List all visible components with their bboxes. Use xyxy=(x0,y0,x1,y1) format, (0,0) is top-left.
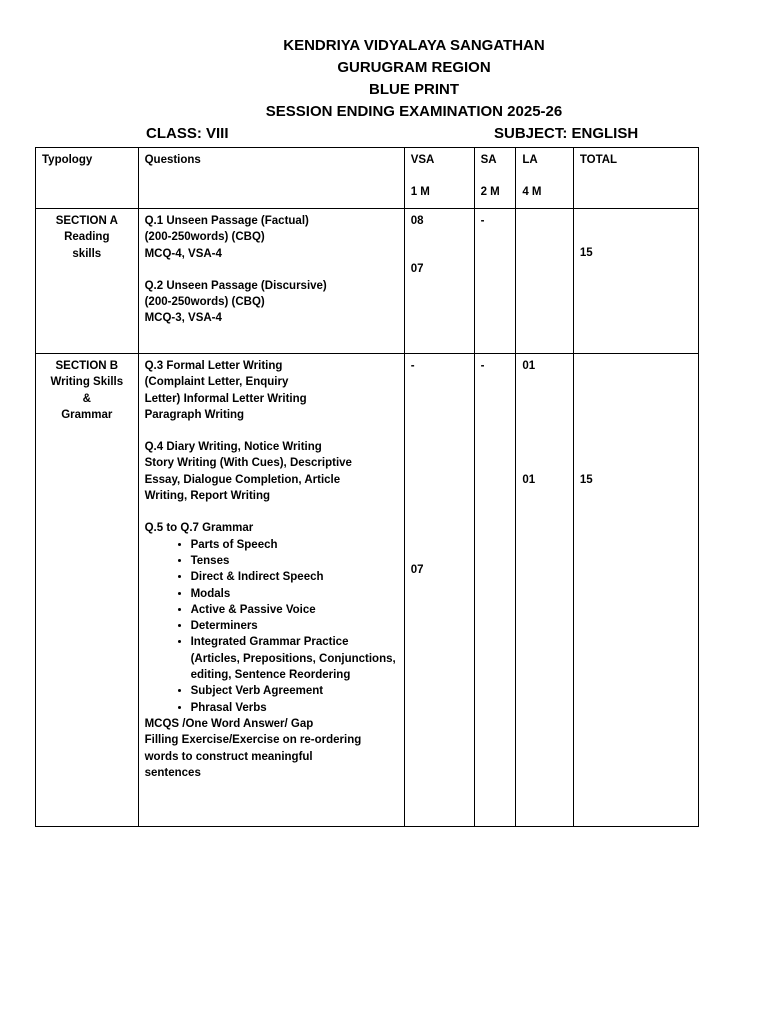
q4-line1: Q.4 Diary Writing, Notice Writing xyxy=(144,441,322,454)
section-b-row xyxy=(36,354,699,827)
q2-line2: (200-250words) (CBQ) xyxy=(144,296,265,309)
q1-line1: Q.1 Unseen Passage (Factual) xyxy=(144,215,309,227)
sa-label: SA xyxy=(480,154,497,166)
section-a-typology xyxy=(36,209,139,354)
grammar-topic-list xyxy=(145,537,398,716)
vsa-marks: 1 M xyxy=(410,186,430,199)
section-a-row xyxy=(36,209,699,354)
grammar-title: Q.5 to Q.7 Grammar xyxy=(144,522,254,535)
section-b-line2: Writing Skills xyxy=(50,376,124,389)
table-header-row xyxy=(36,148,699,209)
section-a-vsa-q1: 08 xyxy=(410,215,424,227)
section-b-total xyxy=(573,354,698,827)
list-item: • Active & Passive Voice xyxy=(191,602,398,618)
section-b-total-value: 15 xyxy=(579,474,593,486)
section-a-title: SECTION A xyxy=(55,215,118,227)
doc-type: BLUE PRINT xyxy=(369,81,459,98)
q4-line4: Writing, Report Writing xyxy=(144,490,271,503)
section-b-vsa-q3: - xyxy=(410,360,415,372)
section-b-la-q3: 01 xyxy=(522,360,536,372)
list-item: • Phrasal Verbs xyxy=(191,700,398,716)
class-subject-line xyxy=(146,124,639,144)
la-label: LA xyxy=(522,154,538,166)
q3-line3: Letter) Informal Letter Writing xyxy=(144,392,307,405)
q4-line2: Story Writing (With Cues), Descriptive xyxy=(144,457,352,470)
list-item: • Integrated Grammar Practice (Articles, Prepositions, Conjunctions, editing, Sentence Reordering xyxy=(191,634,398,683)
section-b-la-q4: 01 xyxy=(522,474,536,487)
subject-label: SUBJECT: ENGLISH xyxy=(494,125,639,142)
q4-line3: Essay, Dialogue Completion, Article xyxy=(144,473,341,486)
org-name: KENDRIYA VIDYALAYA SANGATHAN xyxy=(283,37,545,54)
section-a-total xyxy=(573,209,698,354)
vsa-label: VSA xyxy=(410,154,435,166)
section-b-typology xyxy=(36,354,139,827)
region-name: GURUGRAM REGION xyxy=(337,59,491,76)
section-a-total-value: 15 xyxy=(579,247,593,259)
section-a-line2: Reading xyxy=(64,231,110,244)
list-item: • Modals xyxy=(191,586,398,602)
sa-marks: 2 M xyxy=(480,186,500,199)
list-item: • Direct & Indirect Speech xyxy=(191,569,398,585)
q3-line2: (Complaint Letter, Enquiry xyxy=(144,376,289,389)
q2-line3: MCQ-3, VSA-4 xyxy=(144,312,222,325)
header-total: TOTAL xyxy=(573,148,698,209)
class-label: CLASS: VIII xyxy=(146,125,229,142)
q2-line1: Q.2 Unseen Passage (Discursive) xyxy=(144,279,327,292)
header-typology: Typology xyxy=(36,148,139,209)
blueprint-table xyxy=(35,147,699,827)
section-a-vsa xyxy=(404,209,474,354)
list-item: • Subject Verb Agreement xyxy=(191,683,398,699)
section-a-vsa-q2: 07 xyxy=(410,263,424,276)
document-header xyxy=(0,35,768,123)
q3-line4: Paragraph Writing xyxy=(144,408,245,421)
section-b-vsa-grammar: 07 xyxy=(410,564,424,577)
header-la xyxy=(516,148,574,209)
list-item: • Determiners xyxy=(191,618,398,634)
section-a-sa: - xyxy=(474,209,516,354)
section-b-line3: & xyxy=(82,392,91,405)
mcq-note-line3: words to construct meaningful xyxy=(144,750,313,763)
mcq-note-line4: sentences xyxy=(144,766,201,779)
section-b-vsa xyxy=(404,354,474,827)
section-a-line3: skills xyxy=(72,247,102,260)
section-b-title: SECTION B xyxy=(55,360,119,372)
list-item: • Parts of Speech xyxy=(191,537,398,553)
la-marks: 4 M xyxy=(522,186,542,199)
q1-line2: (200-250words) (CBQ) xyxy=(144,231,265,244)
section-b-questions xyxy=(138,354,404,827)
header-questions: Questions xyxy=(138,148,404,209)
section-b-la xyxy=(516,354,574,827)
exam-name: SESSION ENDING EXAMINATION 2025-26 xyxy=(265,103,563,120)
q1-line3: MCQ-4, VSA-4 xyxy=(144,247,222,260)
q3-line1: Q.3 Formal Letter Writing xyxy=(144,360,283,372)
mcq-note-line1: MCQS /One Word Answer/ Gap xyxy=(144,717,314,730)
section-a-la xyxy=(516,209,574,354)
list-item: • Tenses xyxy=(191,553,398,569)
section-b-line4: Grammar xyxy=(61,408,113,421)
section-b-sa: - xyxy=(474,354,516,827)
section-a-questions xyxy=(138,209,404,354)
header-vsa xyxy=(404,148,474,209)
header-sa xyxy=(474,148,516,209)
mcq-note-line2: Filling Exercise/Exercise on re-ordering xyxy=(144,734,362,747)
